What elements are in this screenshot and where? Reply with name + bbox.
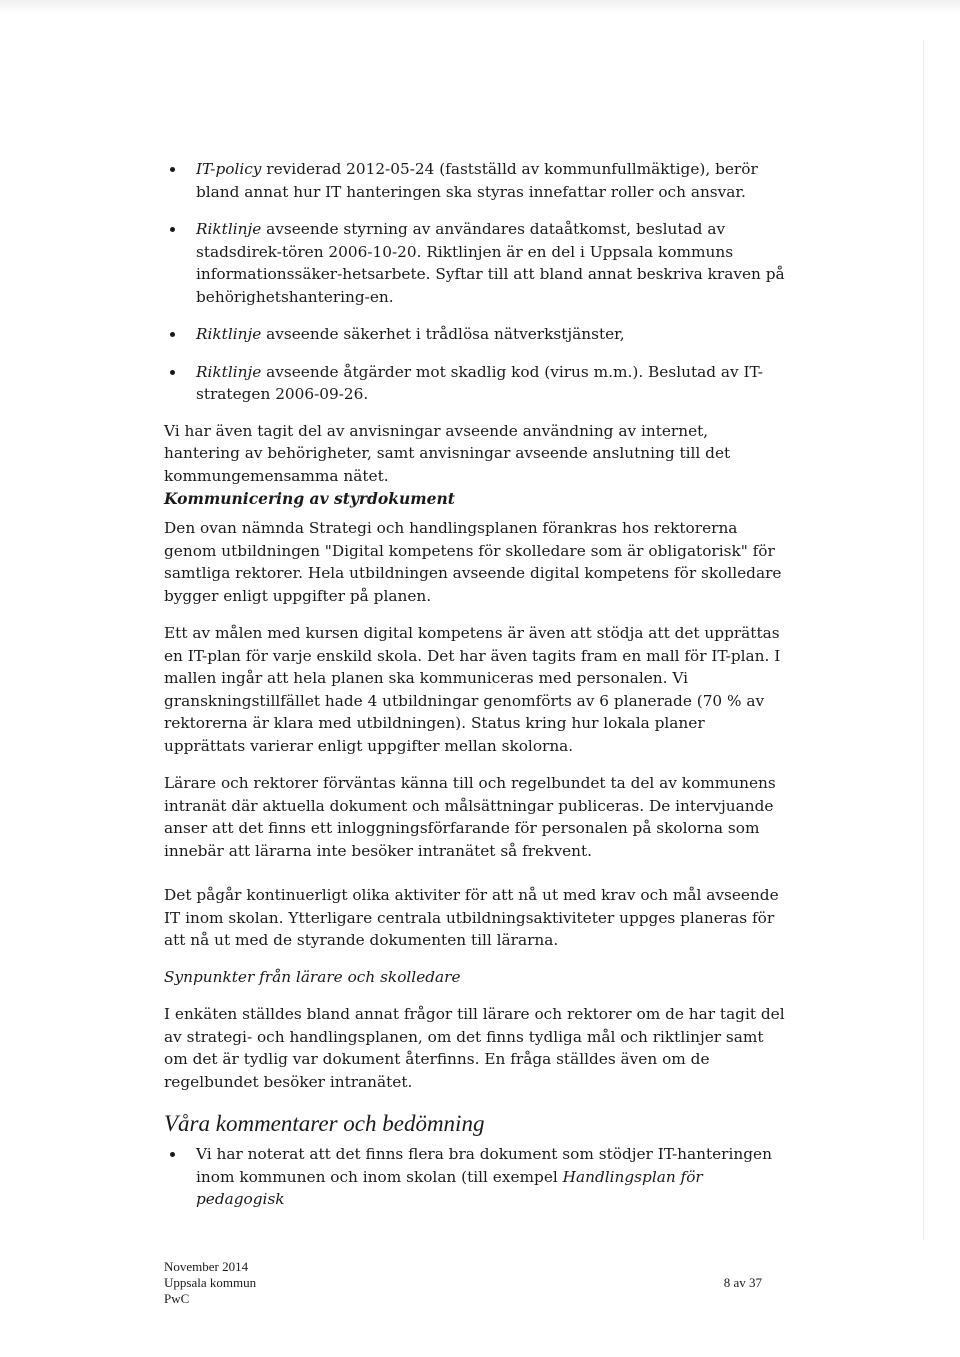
footer-organization: Uppsala kommun <box>164 1275 257 1290</box>
bullet-icon <box>170 227 175 232</box>
document-content <box>164 158 788 1211</box>
scan-edge-right <box>923 40 924 1240</box>
bullet-icon <box>170 167 175 172</box>
bullet-emphasis: Riktlinje <box>196 362 262 381</box>
paragraph-enkaten: I enkäten ställdes bland annat frågor till lärare och rektorer om de har tagit del av strategi- och handlingsplanen, om det finns tydliga mål och riktlinjer samt om det är tydlig var dokument återfinns. En fråga ställdes även om de regelbundet besöker intranätet. <box>164 1005 785 1091</box>
paragraph-strategi: Den ovan nämnda Strategi och handlingsplanen förankras hos rektorerna genom utbildningen "Digital kompetens för skolledare som är obligatorisk" för samtliga rektorer. Hela utbildningen avseende digital kompetens för skolledare bygger enligt uppgifter på planen. <box>164 519 782 605</box>
footer-firm: PwC <box>164 1291 190 1306</box>
bullet-emphasis: Riktlinje <box>196 325 262 343</box>
bullet-text: reviderad 2012-05-24 (fastställd av kommunfullmäktige), berör bland annat hur IT hanteringen ska styras innefattar roller och ansvar. <box>196 160 758 201</box>
paragraph-malen: Ett av målen med kursen digital kompetens är även att stödja att det upprättas en IT-plan för varje enskild skola. Det har även tagits fram en mall för IT-plan. I mallen ingår att hela planen ska kommuniceras med personalen. Vi granskningstillfället hade 4 utbildningar genomförts av 6 planerade (70 % av rektorerna är klara med utbildningen). Status kring hur lokala planer upprättats varierar enligt uppgifter mellan skolorna. <box>164 624 781 755</box>
bullet-icon <box>170 332 175 337</box>
list-item <box>164 1143 788 1211</box>
paragraph-larare: Lärare och rektorer förväntas känna till och regelbundet ta del av kommunens intranät där aktuella dokument och målsättningar publiceras. De intervjuande anser att det finns ett inloggningsförfarande för personalen på skolorna som innebär att lärarna inte besöker intranätet så frekvent. <box>164 774 776 860</box>
bullet-text: Vi har noterat att det finns flera bra dokument som stödjer IT-hanteringen inom kommunen och inom skolan (till exempel <box>196 1145 772 1186</box>
bullet-emphasis: Riktlinje <box>196 220 262 238</box>
bullet-emphasis: Handlingsplan för pedagogisk <box>196 1167 703 1208</box>
page-number: 8 av 37 <box>723 1275 762 1290</box>
scan-edge-top <box>0 0 960 14</box>
bullet-icon <box>170 1152 175 1157</box>
paragraph-pagar: Det pågår kontinuerligt olika aktiviter för att nå ut med krav och mål avseende IT inom skolan. Ytterligare centrala utbildningsaktiviteter uppges planeras för att nå ut med de styrande dokumenten till lärarna. <box>164 886 779 949</box>
bullet-icon <box>170 370 175 375</box>
footer-date: November 2014 <box>164 1259 249 1274</box>
heading-synpunkter: Synpunkter från lärare och skolledare <box>164 967 461 986</box>
bullet-emphasis: IT-policy <box>196 160 262 178</box>
list-item <box>164 361 788 406</box>
paragraph-anvisningar: Vi har även tagit del av anvisningar avseende användning av internet, hantering av behörigheter, samt anvisningar avseende anslutning till det kommungemensamma nätet. <box>164 421 731 485</box>
heading-kommunicering: Kommunicering av styrdokument <box>164 489 455 508</box>
heading-vara-kommentarer: Våra kommentarer och bedömning <box>164 1111 485 1136</box>
policy-bullet-list <box>164 158 788 406</box>
page-footer <box>164 1259 762 1307</box>
bullet-text: avseende åtgärder mot skadlig kod (virus m.m.). Beslutad av IT-strategen 2006-09-26. <box>196 362 763 403</box>
comment-bullet-list <box>164 1143 788 1211</box>
bullet-text: avseende styrning av användares dataåtkomst, beslutad av stadsdirek-tören 2006-10-20. Riktlinjen är en del i Uppsala kommuns informationssäker-hetsarbete. Syftar till att bland annat beskriva kraven på behörighetshantering-en. <box>196 220 785 306</box>
list-item <box>164 323 788 346</box>
list-item <box>164 218 788 308</box>
bullet-text: avseende säkerhet i trådlösa nätverkstjänster, <box>261 325 625 343</box>
list-item <box>164 158 788 203</box>
